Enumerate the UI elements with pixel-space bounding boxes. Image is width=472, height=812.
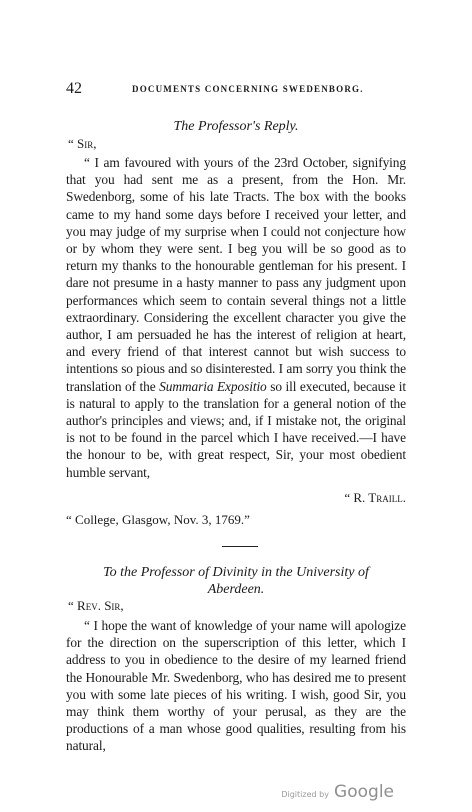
section-divider <box>222 546 258 547</box>
page-header <box>66 80 404 100</box>
reply-body <box>66 154 406 481</box>
letter-body <box>66 617 406 755</box>
letter-heading-line2: Aberdeen. <box>207 582 265 597</box>
letter-salutation: “ Rev. Sir, <box>68 598 124 613</box>
reply-paragraph <box>66 154 406 481</box>
page-number: 42 <box>66 80 82 97</box>
reply-italic-title: Summaria Expositio <box>159 378 267 394</box>
reply-body-text-continued: so ill executed, because it is natural to apply to the translation for a general notion of the author's principles and views; and, if I mistake not, the original is not to be found in the parcel which I have received.—I have the honour to be, with great respect, Sir, your most obedient humble servant, <box>66 378 407 480</box>
letter-heading <box>66 564 406 598</box>
running-head: DOCUMENTS CONCERNING SWEDENBORG. <box>132 84 364 94</box>
letter-paragraph: “ I hope the want of knowledge of your name will apologize for the direction on the superscription of this letter, which I address to you in obedience to the desire of my learned friend the Honourable Mr. Swedenborg, who has desired me to present you with some late pieces of his writing. I wish, good Sir, you may think them worthy of your perusal, as they are the productions of a man whose good qualities, resulting from his natural, <box>66 618 406 754</box>
reply-signature: “ R. Traill. <box>344 490 406 505</box>
reply-dateline: “ College, Glasgow, Nov. 3, 1769.” <box>66 512 250 527</box>
reply-body-text: “ I am favoured with yours of the 23rd October, signifying that you had sent me as a present, from the Hon. Mr. Swedenborg, some of his late Tracts. The box with the books came to my hand some days before I received your letter, and you may judge of my surprise when I could not conjecture how or by whom they were sent. I beg you will be so good as to return my thanks to the honourable gentleman for his present. I dare not presume in a hasty manner to pass any judgment upon performances which seem to contain several things not a little extraordinary. Considering the excellent character you give the author, I am persuaded he has the interest of religion at heart, and every friend of that interest cannot but wish success to intentions so pious and so disinterested. I am sorry you think the translation of the <box>66 155 406 394</box>
letter-heading-line1: To the Professor of Divinity in the University of <box>103 565 369 580</box>
reply-salutation: “ Sir, <box>68 136 97 151</box>
digitized-prefix: Digitized by <box>281 790 329 799</box>
google-logo: Google <box>334 782 394 802</box>
digitized-by-google-watermark <box>281 782 394 802</box>
reply-heading: The Professor's Reply. <box>173 119 299 134</box>
